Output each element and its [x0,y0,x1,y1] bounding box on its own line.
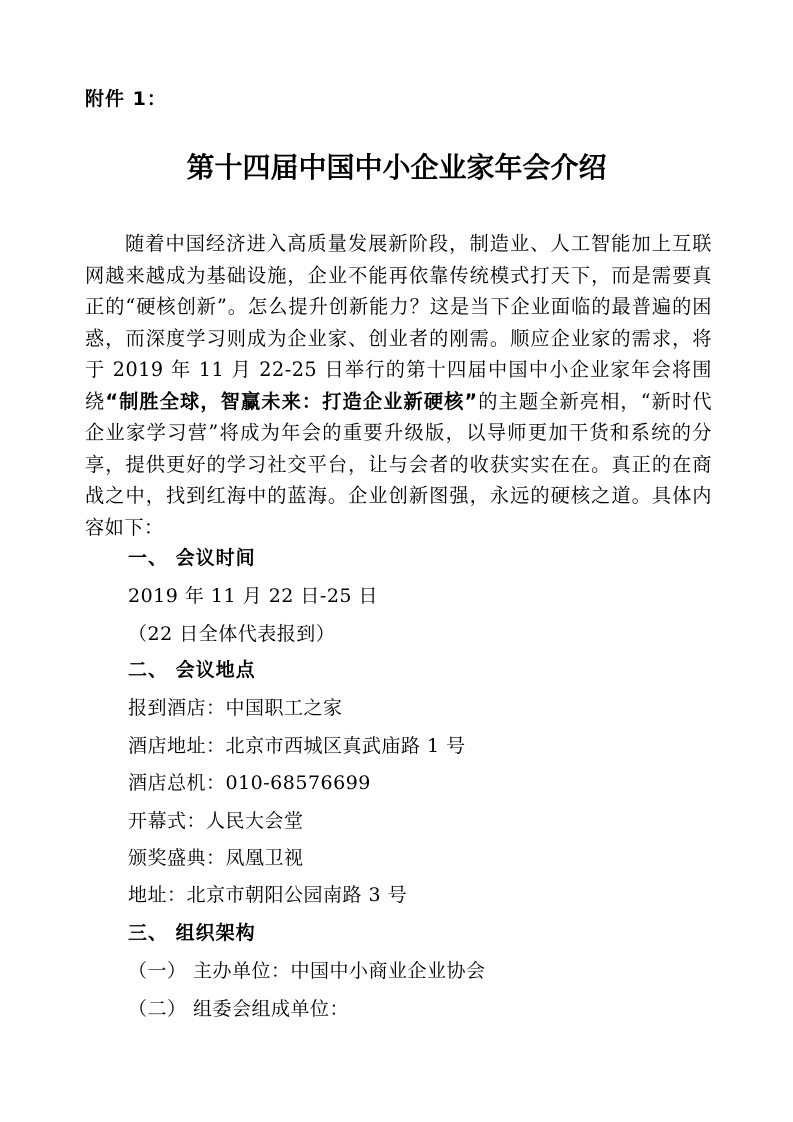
section3-item2: （二） 组委会组成单位： [128,998,350,1020]
section2-heading: 二、 会议地点 [128,659,256,681]
intro-theme: “制胜全球，智赢未来：打造企业新硬核” [105,389,478,413]
intro-text-part2: 的主题全新亮相，“新时代企业家学习营”将成为年会的重要升级版，以导师更加干货和系统的分享，提供更好的学习社交平台，让与会者的收获实实在在。真正的在商战之中，找到红海中的蓝海。企业创新图强，永远的硬核之道。具体内容如下： [85,389,713,539]
section2-hotel-address: 酒店地址：北京市西城区真武庙路 1 号 [128,735,466,757]
section2-awards: 颁奖盛典：凤凰卫视 [128,847,304,869]
intro-text-part1: 随着中国经济进入高质量发展新阶段，制造业、人工智能加上互联网越来越成为基础设施，企业不能再依靠传统模式打天下，而是需要真正的“硬核创新”。怎么提升创新能力？这是当下企业面临的最普遍的困惑，而深度学习则成为企业家、创业者的刚需。顺应企业家的需求，将于 2019 年 11 月 22-25 日举行的第十四届中国中小企业家年会将围绕 [85,232,712,413]
section2-address: 地址：北京市朝阳公园南路 3 号 [128,884,408,906]
page-title: 第十四届中国中小企业家年会介绍 [186,151,607,184]
section2-hotel: 报到酒店：中国职工之家 [128,697,343,719]
section1-heading: 一、 会议时间 [128,547,256,569]
section1-note: （22 日全体代表报到） [128,623,336,645]
section1-date: 2019 年 11 月 22 日-25 日 [128,585,379,607]
section3-heading: 三、 组织架构 [128,922,256,944]
intro-paragraph [85,228,712,543]
attachment-label: 附件 1： [85,88,167,110]
section2-hotel-phone: 酒店总机：010-68576699 [128,772,371,794]
section2-opening: 开幕式：人民大会堂 [128,810,304,832]
section3-item1: （一） 主办单位：中国中小商业企业协会 [128,960,486,982]
